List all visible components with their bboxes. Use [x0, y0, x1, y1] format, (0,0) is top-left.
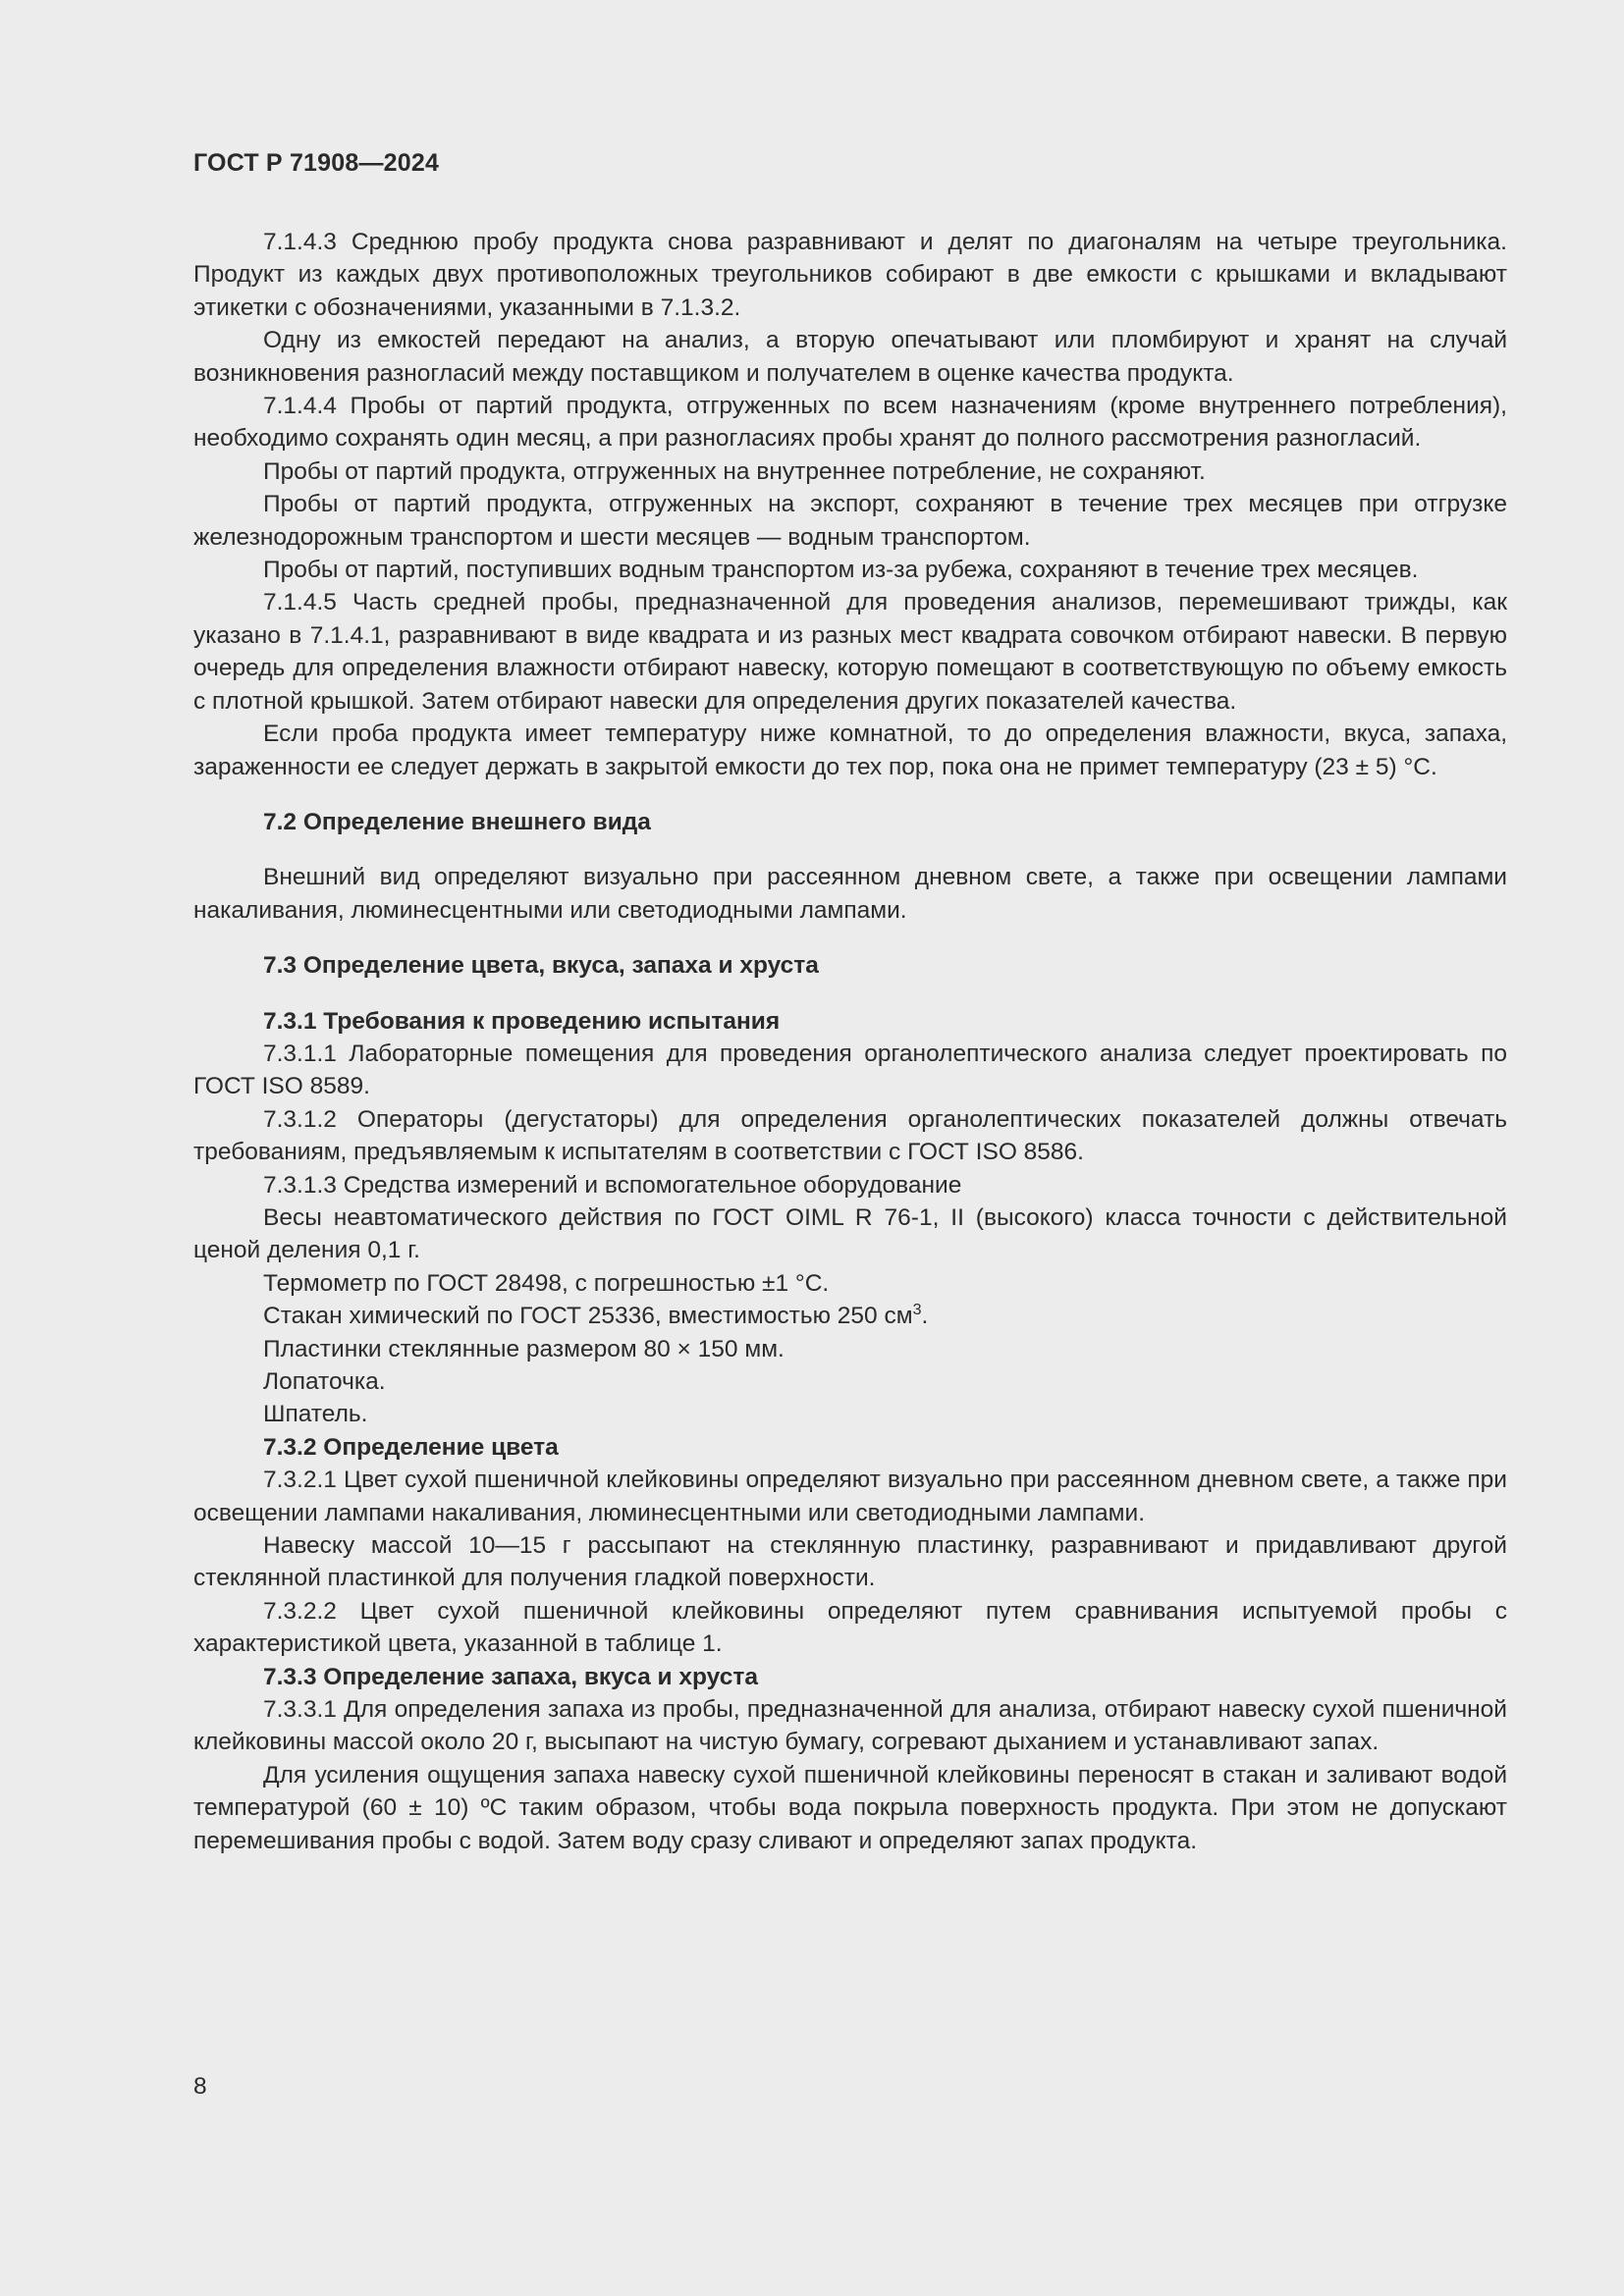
section-heading-7-2: 7.2 Определение внешнего вида: [263, 808, 651, 835]
paragraph: Пробы от партий, поступивших водным транспортом из-за рубежа, сохраняют в течение трех месяцев.: [263, 557, 1419, 584]
subsection-heading-7-3-2: 7.3.2 Определение цвета: [263, 1433, 559, 1461]
paragraph: Одну из емкостей передают на анализ, а вторую опечатывают или пломбируют и хранят на случай возникновения разногласий между поставщиком и получателем в оценке качества продукта.: [193, 327, 1507, 387]
superscript: 3: [912, 1302, 922, 1319]
paragraph-7-3-2-2: 7.3.2.2 Цвет сухой пшеничной клейковины определяют путем сравнивания испытуемой пробы с характеристикой цвета, указанной в таблице 1.: [193, 1597, 1507, 1658]
paragraph: Навеску массой 10—15 г рассыпают на стеклянную пластинку, разравнивают и придавливают другой стеклянной пластинкой для получения гладкой поверхности.: [193, 1532, 1507, 1592]
subsection-heading-7-3-1: 7.3.1 Требования к проведению испытания: [263, 1007, 781, 1035]
paragraph: Если проба продукта имеет температуру ниже комнатной, то до определения влажности, вкуса, запаха, зараженности ее следует держать в закрытой емкости до тех пор, пока она не примет температуру (23 ± 5) °С.: [193, 721, 1507, 780]
document-body: [193, 226, 1507, 1857]
paragraph-7-3-1-2: 7.3.1.2 Операторы (дегустаторы) для определения органолептических показателей должны отвечать требованиям, предъявляемым к испытателям в соответствии с ГОСТ ISO 8586.: [193, 1105, 1507, 1166]
equipment-item: [193, 1300, 1507, 1332]
paragraph-7-3-2-1: 7.3.2.1 Цвет сухой пшеничной клейковины определяют визуально при рассеянном дневном свете, а также при освещении лампами накаливания, люминесцентными или светодиодными лампами.: [193, 1467, 1507, 1526]
paragraph-7-3-1-1: 7.3.1.1 Лабораторные помещения для проведения органолептического анализа следует проектировать по ГОСТ ISO 8589.: [193, 1040, 1507, 1100]
paragraph-7-1-4-5: 7.1.4.5 Часть средней пробы, предназначенной для проведения анализов, перемешивают трижды, как указано в 7.1.4.1, разравнивают в виде квадрата и из разных мест квадрата совочком отбирают навески. В первую очередь для определения влажности отбирают навеску, которую помещают в соответствующую по объему емкость с плотной крышкой. Затем отбирают навески для определения других показателей качества.: [193, 589, 1507, 715]
equipment-item: Лопаточка.: [263, 1368, 386, 1395]
equipment-item: Весы неавтоматического действия по ГОСТ OIML R 76-1, II (высокого) класса точности с действительной ценой деления 0,1 г.: [193, 1203, 1507, 1264]
paragraph: Внешний вид определяют визуально при рассеянном дневном свете, а также при освещении лампами накаливания, люминесцентными или светодиодными лампами.: [193, 864, 1507, 924]
paragraph-7-1-4-3: 7.1.4.3 Среднюю пробу продукта снова разравнивают и делят по диагоналям на четыре треугольника. Продукт из каждых двух противоположных треугольников собирают в две емкости с крышками и вкладывают этикетки с обозначениями, указанными в 7.1.3.2.: [193, 229, 1507, 321]
subsection-heading-7-3-3: 7.3.3 Определение запаха, вкуса и хруста: [263, 1663, 758, 1690]
paragraph-7-1-4-4: 7.1.4.4 Пробы от партий продукта, отгруженных по всем назначениям (кроме внутреннего потребления), необходимо сохранять один месяц, а при разногласиях пробы хранят до полного рассмотрения разногласий.: [193, 393, 1507, 453]
equipment-item: Шпатель.: [263, 1401, 368, 1428]
paragraph-7-3-3-1: 7.3.3.1 Для определения запаха из пробы, предназначенной для анализа, отбирают навеску сухой пшеничной клейковины массой около 20 г, высыпают на чистую бумагу, согревают дыханием и устанавливают запах.: [193, 1696, 1507, 1756]
equipment-text-end: .: [921, 1303, 929, 1330]
paragraph: Пробы от партий продукта, отгруженных на внутреннее потребление, не сохраняют.: [263, 457, 1206, 485]
section-heading-7-3: 7.3 Определение цвета, вкуса, запаха и хруста: [263, 952, 819, 980]
page-number: 8: [193, 2073, 207, 2100]
paragraph-7-3-1-3: 7.3.1.3 Средства измерений и вспомогательное оборудование: [263, 1171, 962, 1199]
equipment-item: Пластинки стеклянные размером 80 × 150 мм.: [263, 1335, 785, 1362]
equipment-text: Стакан химический по ГОСТ 25336, вместимостью 250 см: [263, 1303, 913, 1330]
paragraph: Для усиления ощущения запаха навеску сухой пшеничной клейковины переносят в стакан и заливают водой температурой (60 ± 10) ºС таким образом, чтобы вода покрыла поверхность продукта. При этом не допускают перемешивания пробы с водой. Затем воду сразу сливают и определяют запах продукта.: [193, 1761, 1507, 1854]
equipment-item: Термометр по ГОСТ 28498, с погрешностью ±1 °С.: [263, 1269, 830, 1297]
paragraph: Пробы от партий продукта, отгруженных на экспорт, сохраняют в течение трех месяцев при отгрузке железнодорожным транспортом и шести месяцев — водным транспортом.: [193, 491, 1507, 551]
document-header: ГОСТ Р 71908—2024: [193, 149, 440, 177]
